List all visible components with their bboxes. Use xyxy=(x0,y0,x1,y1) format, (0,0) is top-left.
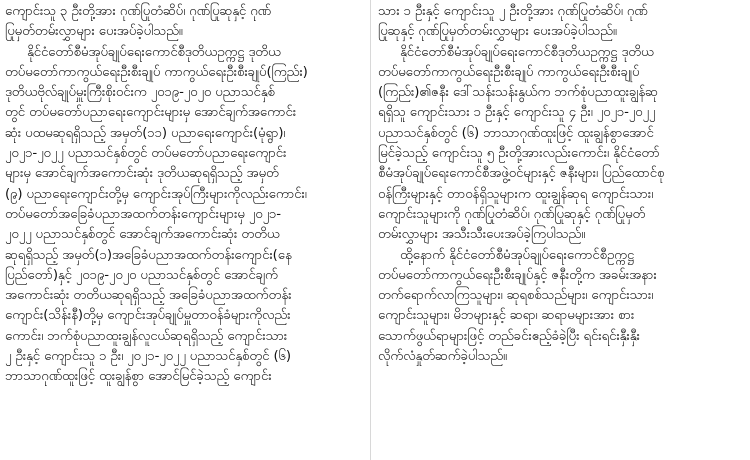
right-line-2: ပြုဆုနှင့် ဂုဏ်ပြုမှတ်တမ်းလွှာများ ပေးအပ်ခဲ့ပါသည်။ xyxy=(378,24,617,40)
left-line-15: အကောင်းဆုံး တတိယဆုရရှိသည့် အခြေခံပညာအထက်တန်း xyxy=(5,288,292,304)
left-line-9: များမှ အောင်ချက်အကောင်းဆုံး ဒုတိယဆုရရှိသည့် အမှတ် xyxy=(5,166,279,182)
left-line-5: ဒုတိယဗိုလ်ချုပ်မှူးကြီးစိုးဝင်းက ၂၀၁၉-၂၀၂၀ ပညာသင်နှစ် xyxy=(5,85,275,101)
left-column xyxy=(0,2,362,460)
right-line-10: ဝန်ကြီးများနှင့် တာဝန်ရှိသူများက ထူးချွန်ဆုရ ကျောင်းသား၊ xyxy=(378,186,654,202)
left-line-12: ၂၀၂၂ ပညာသင်နှစ်တွင် အောင်ချက်အကောင်းဆုံး တတိယ xyxy=(5,227,280,243)
left-line-6: တွင် တပ်မတော်ပညာရေးကျောင်းများမှ အောင်ချက်အကောင်း xyxy=(5,105,297,121)
right-line-4: တပ်မတော်ကာကွယ်ရေးဦးစီးချုပ် ကာကွယ်ရေးဦးစီးချုပ် xyxy=(378,64,640,80)
left-line-3: နိုင်ငံတော်စီမံအုပ်ချုပ်ရေးကောင်စီဒုတိယဥက္ကဋ္ဌ ဒုတိယ xyxy=(27,44,281,60)
right-line-3: နိုင်ငံတော်စီမံအုပ်ချုပ်ရေးကောင်စီဒုတိယဥက္ကဋ္ဌ ဒုတိယ xyxy=(400,44,654,60)
left-line-11: တပ်မတော်အခြေခံပညာအထက်တန်းကျောင်းများမှ ၂၀၂၁- xyxy=(5,206,281,222)
left-line-13: ဆုရရှိသည့် အမှတ်(၁)အခြေခံပညာအထက်တန်းကျောင်း(နေ xyxy=(5,247,292,263)
left-line-17: ကောင်း၊ ဘက်စုံပညာထူးချွန်လူငယ်ဆုရရှိသည့် ကျောင်းသား xyxy=(5,328,288,344)
left-line-10: (၉) ပညာရေးကျောင်းတို့မှ ကျောင်းအုပ်ကြီးများကိုလည်းကောင်း၊ xyxy=(5,186,307,202)
right-column xyxy=(378,2,740,460)
right-line-9: စီမံအုပ်ချုပ်ရေးကောင်စီအဖွဲ့ဝင်များနှင့် ဇနီးများ၊ ပြည်ထောင်စု xyxy=(378,166,665,182)
right-line-16: ကျောင်းသူများ၊ မိဘများနှင့် ဆရာ၊ ဆရာမများအား စား xyxy=(378,308,635,324)
left-line-14: ပြည်တော်)နှင့် ၂၀၁၉-၂၀၂၀ ပညာသင်နှစ်တွင် အောင်ချက် xyxy=(5,267,278,283)
right-line-12: တမ်းလွှာများ အသီးသီးပေးအပ်ခဲ့ကြပါသည်။ xyxy=(378,227,586,243)
left-line-8: ၂၀၂၁-၂၀၂၂ ပညာသင်နှစ်တွင် တပ်မတော်ပညာရေးကျောင်း xyxy=(5,146,287,162)
left-line-4: တပ်မတော်ကာကွယ်ရေးဦးစီးချုပ် ကာကွယ်ရေးဦးစီးချုပ်(ကြည်း) xyxy=(5,64,308,80)
left-line-19: ဘာသာဂုဏ်ထူးဖြင့် ထူးချွန်စွာ အောင်မြင်ခဲ့သည့် ကျောင်း xyxy=(5,369,272,385)
left-line-16: ကျောင်း(သိန်းနီ)တို့မှ ကျောင်းအုပ်ချုပ်မှူတာဝန်ခံများကိုလည်း xyxy=(5,308,291,324)
left-line-18: ၂ ဦးနှင့် ကျောင်းသူ ၁ ဦး၊ ၂၀၂၁-၂၀၂၂ ပညာသင်နှစ်တွင် (၆) xyxy=(5,349,291,365)
left-line-1: ကျောင်းသူ ၃ ဦးတို့အား ဂုဏ်ပြုတံဆိပ်၊ ဂုဏ်ပြုဆုနှင့် ဂုဏ် xyxy=(5,4,271,19)
right-line-1: သား ၁ ဦးနှင့် ကျောင်းသူ ၂ ဦးတို့အား ဂုဏ်ပြုတံဆိပ်၊ ဂုဏ် xyxy=(378,4,648,19)
column-divider xyxy=(370,0,371,460)
right-line-17: သောက်ဖွယ်ရာများဖြင့် တည်ခင်းဧည့်ခံခဲ့ပြီး ရင်းရင်းနှီးနှီး xyxy=(378,328,640,344)
right-line-5: (ကြည်း)၏ဇနီး ဒေါ်သန်းသန်းနွယ်က ဘက်စုံပညာထူးချွန်ဆု xyxy=(378,85,658,101)
left-line-7: ဆုံး ပထမဆုရရှိသည့် အမှတ်(၁၁) ပညာရေးကျောင်း(မုံရွာ)၊ xyxy=(5,125,286,141)
right-line-8: မြင်ခဲ့သည့် ကျောင်းသူ ၅ ဦးတို့အားလည်းကောင်း၊ နိုင်ငံတော် xyxy=(378,146,660,162)
right-line-13: ထို့နောက် နိုင်ငံတော်စီမံအုပ်ချုပ်ရေးကောင်စီဥက္ကဋ္ဌ xyxy=(400,247,635,263)
left-line-2: ပြုမှတ်တမ်းလွှာများ ပေးအပ်ခဲ့ပါသည်။ xyxy=(5,24,183,40)
right-line-18: လိုက်လံနှုတ်ဆက်ခဲ့ပါသည်။ xyxy=(378,349,507,365)
right-line-11: ကျောင်းသူများကို ဂုဏ်ပြုတံဆိပ်၊ ဂုဏ်ပြုဆုနှင့် ဂုဏ်ပြုမှတ် xyxy=(378,206,646,222)
right-line-6: ရရှိသူ ကျောင်းသား ၁ ဦးနှင့် ကျောင်းသူ ၄ ဦး၊ ၂၀၂၁-၂၀၂၂ xyxy=(378,105,656,121)
right-line-15: တက်ရောက်လာကြသူများ၊ ဆုရစစ်သည်များ၊ ကျောင်းသား၊ xyxy=(378,288,654,304)
right-line-14: တပ်မတော်ကာကွယ်ရေးဦးစီးချုပ်နှင့် ဇနီးတို့က အခမ်းအနား xyxy=(378,267,657,283)
right-line-7: ပညာသင်နှစ်တွင် (၆) ဘာသာဂုဏ်ထူးဖြင့် ထူးချွန်စွာအောင် xyxy=(378,125,654,141)
